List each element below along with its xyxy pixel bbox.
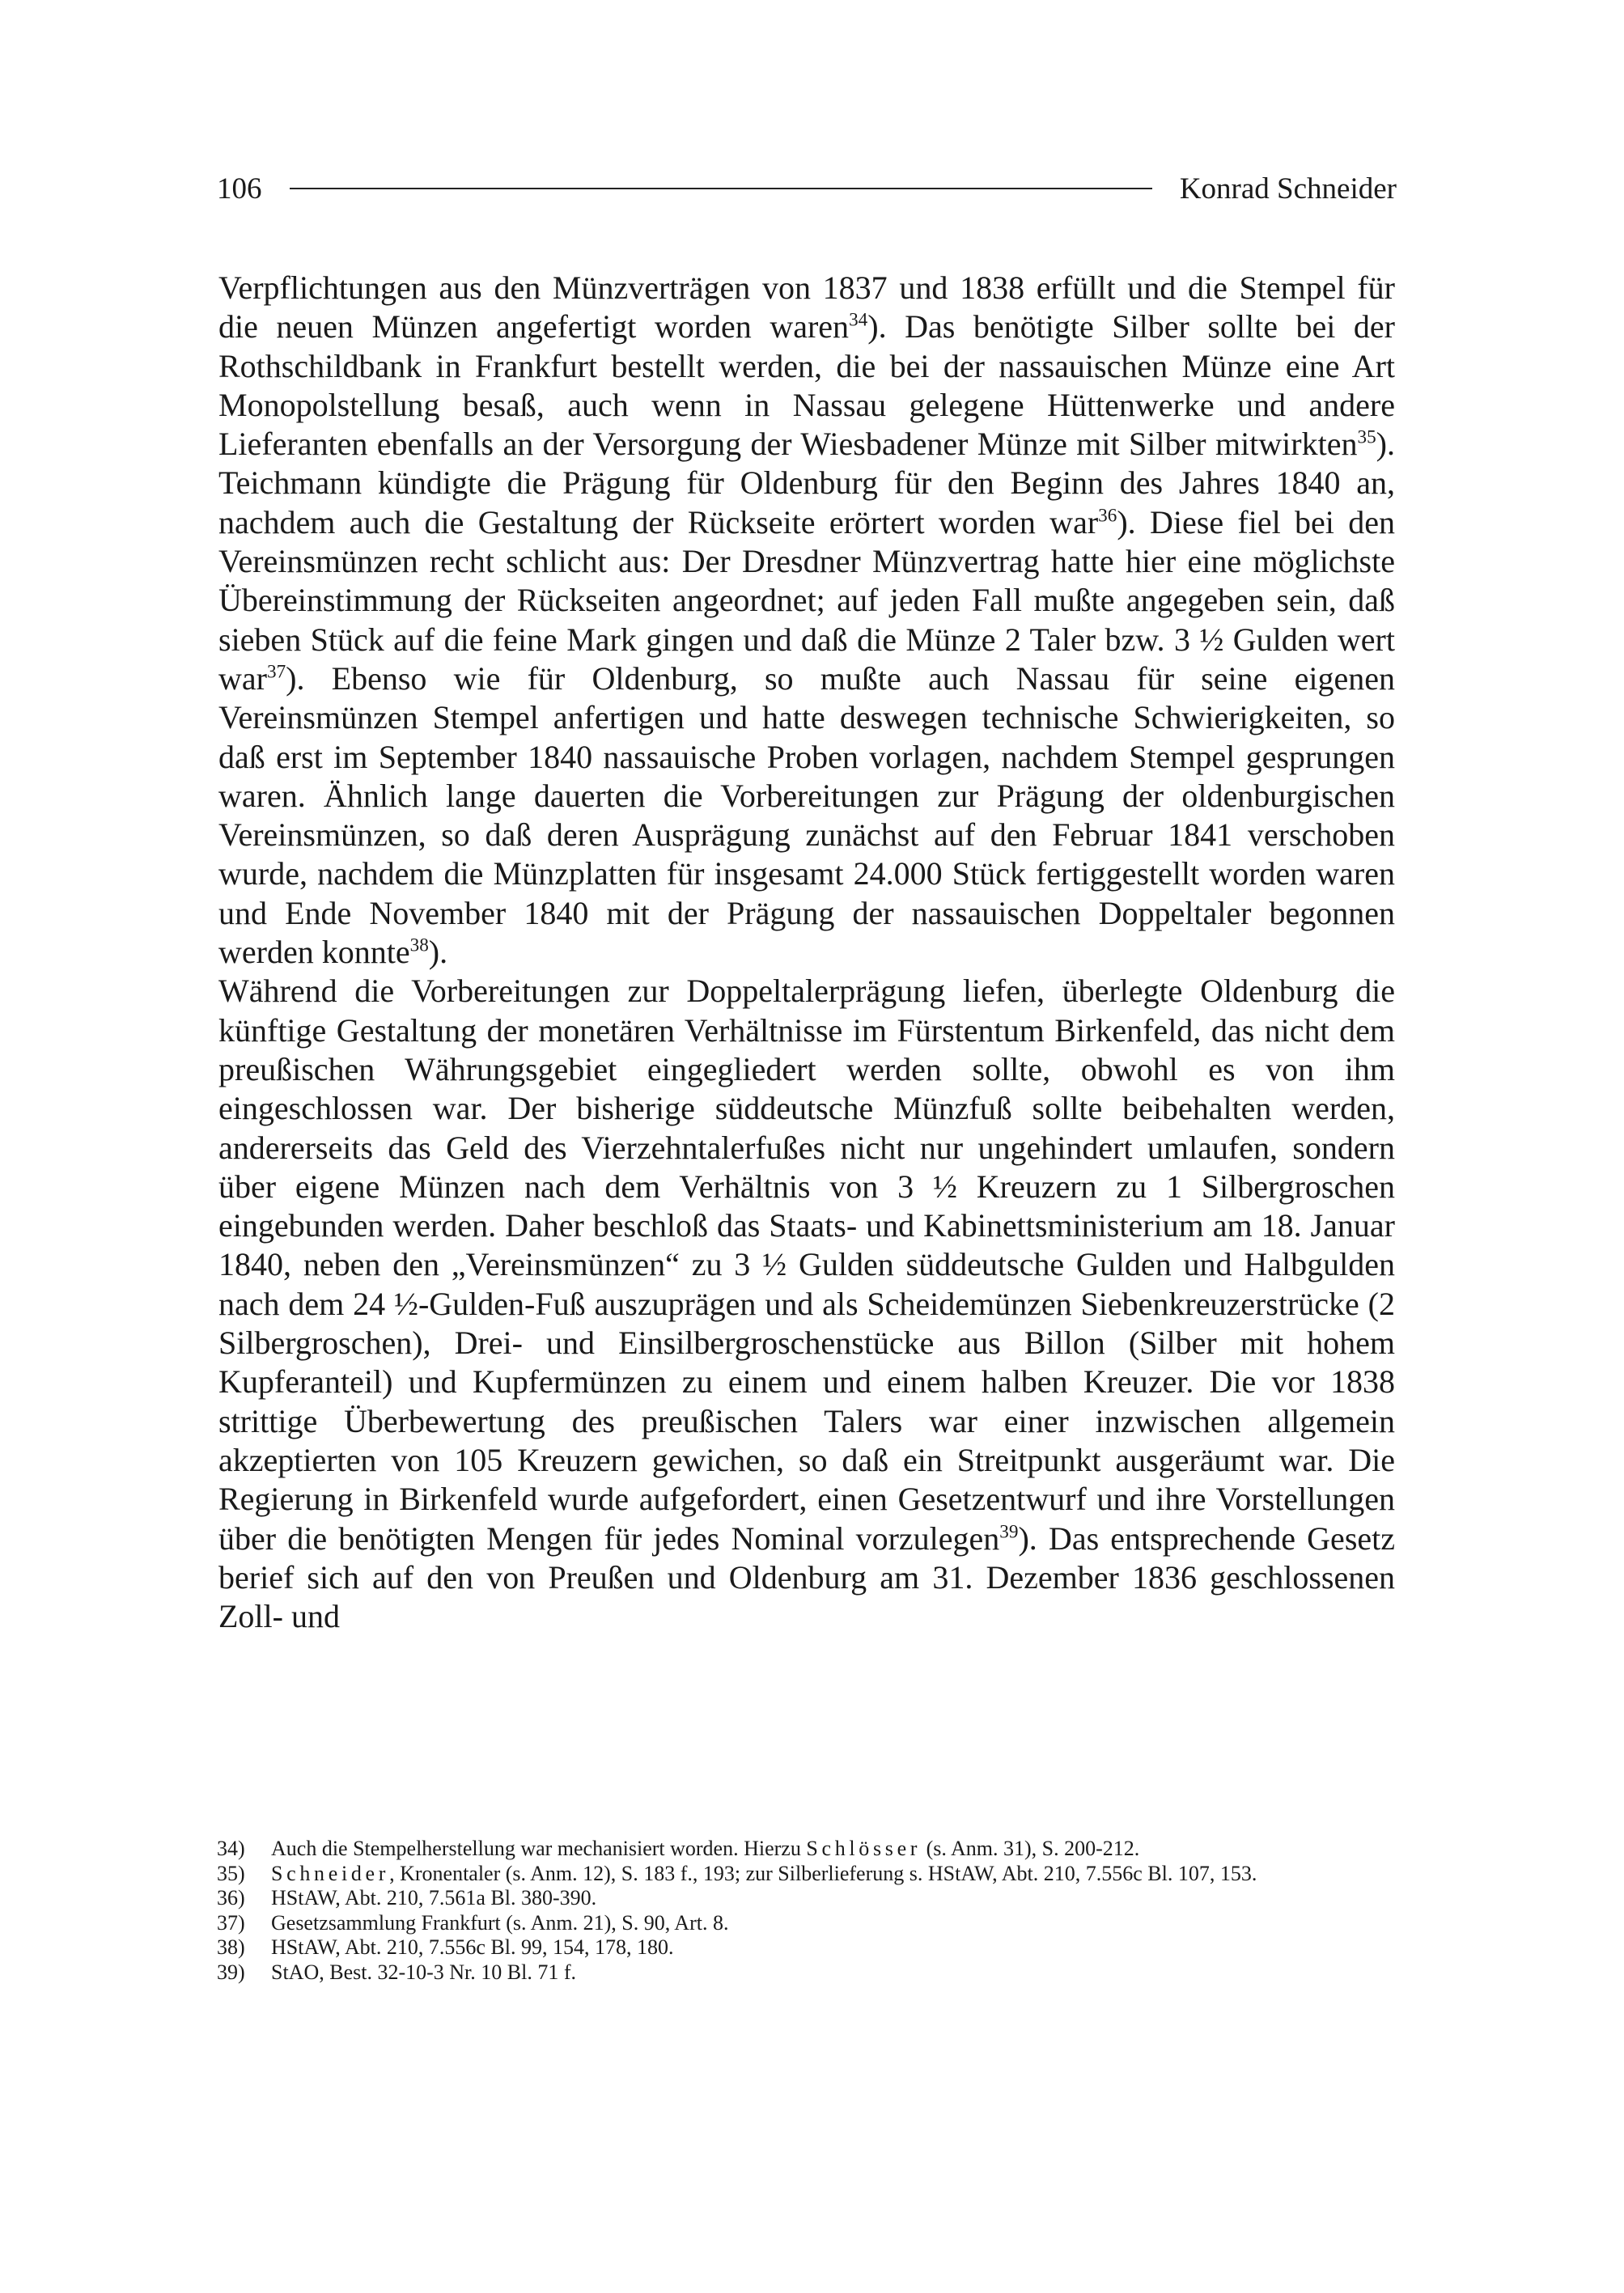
footnote [217, 1935, 1398, 1960]
text-run: ). Diese fiel bei den Vereinsmünzen recht schlicht aus: Der Dresdner Münzvertrag hatte hier eine möglichste Übereinstimmung der Rückseiten angeordnet; auf jeden Fall mußte angegeben sein, daß sieben Stück auf die feine Mark gingen und daß die Münze 2 Taler bzw. 3 ½ Gulden wert war [218, 503, 1395, 697]
text-run: ). Ebenso wie für Oldenburg, so mußte auch Nassau für seine eigenen Vereinsmünzen Stempel anfertigen und hatte deswegen technische Schwierigkeiten, so daß erst im September 1840 nassauische Proben vorlagen, nachdem Stempel gesprungen waren. Ähnlich lange dauerten die Vorbereitungen zur Prägung der oldenburgischen Vereinsmünzen, so daß deren Ausprägung zunächst auf den Februar 1841 verschoben wurde, nachdem die Münzplatten für insgesamt 24.000 Stück fertiggestellt worden waren und Ende November 1840 mit der Prägung der nassauischen Doppeltaler begonnen werden konnte [218, 659, 1395, 971]
footnote-ref-38: 38 [409, 935, 429, 956]
footnote-ref-35: 35 [1357, 426, 1376, 448]
footnote-number: 38) [217, 1935, 245, 1959]
footnote [217, 1911, 1398, 1936]
paragraph-1 [218, 269, 1395, 972]
paragraph-2 [218, 972, 1395, 1636]
footnote-text-run: Auch die Stempelherstellung war mechanisiert worden. Hierzu [271, 1837, 807, 1860]
footnote-text [271, 1837, 1398, 1862]
footnote-text [271, 1862, 1398, 1887]
footnote-text: HStAW, Abt. 210, 7.556c Bl. 99, 154, 178, 180. [271, 1935, 674, 1959]
footnote-number: 36) [217, 1886, 245, 1909]
footnote-ref-36: 36 [1098, 505, 1117, 527]
text-run: Verpflichtungen aus den Münzverträgen von 1837 und 1838 erfüllt und die Stempel für die neuen Münzen angefertigt worden waren [218, 269, 1395, 345]
footnote [217, 1862, 1398, 1887]
text-run: ). Das benötigte Silber sollte bei der Rothschildbank in Frankfurt bestellt werden, die bei der nassauischen Münze eine Art Monopolstellung besaß, auch wenn in Nassau gelegene Hüttenwerke und andere Lieferanten ebenfalls an der Versorgung der Wiesbadener Münze mit Silber mitwirkten [218, 308, 1395, 463]
footnote-text: Gesetzsammlung Frankfurt (s. Anm. 21), S. 90, Art. 8. [271, 1910, 729, 1935]
author-name: Schneider [271, 1861, 390, 1885]
header-rule [290, 188, 1152, 189]
footnote-text: StAO, Best. 32-10-3 Nr. 10 Bl. 71 f. [271, 1960, 576, 1984]
footnote [217, 1960, 1398, 1986]
page-number: 106 [217, 172, 262, 206]
footnote-text: HStAW, Abt. 210, 7.561a Bl. 380-390. [271, 1886, 597, 1909]
footnote-text-run: , Kronentaler (s. Anm. 12), S. 183 f., 193; zur Silberlieferung s. HStAW, Abt. 210, 7.556c Bl. 107, 153. [389, 1861, 1257, 1885]
running-head-author: Konrad Schneider [1179, 172, 1397, 206]
text-run: ). Das entsprechende Gesetz berief sich auf den von Preußen und Oldenburg am 31. Dezember 1836 geschlossenen Zoll- und [218, 1519, 1396, 1635]
footnote-number: 39) [217, 1960, 245, 1984]
footnote [217, 1837, 1398, 1862]
footnote-text-run: (s. Anm. 31), S. 200-212. [921, 1837, 1140, 1860]
footnote-ref-39: 39 [999, 1521, 1019, 1543]
footnote-number: 35) [217, 1861, 245, 1885]
body-text [218, 269, 1395, 1636]
footnotes [217, 1837, 1398, 1985]
footnote-number: 37) [217, 1910, 245, 1935]
text-run: ). Teichmann kündigte die Prägung für Oldenburg für den Beginn des Jahres 1840 an, nachdem auch die Gestaltung der Rückseite erörtert worden war [218, 426, 1395, 540]
footnote-number: 34) [217, 1837, 245, 1860]
footnote-ref-37: 37 [266, 661, 286, 683]
text-run: Während die Vorbereitungen zur Doppeltalerprägung liefen, überlegte Oldenburg die künftige Gestaltung der monetären Verhältnisse im Fürstentum Birkenfeld, das nicht dem preußischen Währungsgebiet eingegliedert werden sollte, obwohl es von ihm eingeschlossen war. Der bisherige süddeutsche Münzfuß sollte beibehalten werden, andererseits das Geld des Vierzehntalerfußes nicht nur ungehindert umlaufen, sondern über eigene Münzen nach dem Verhältnis von 3 ½ Kreuzern zu 1 Silbergroschen eingebunden werden. Daher beschloß das Staats- und Kabinettsministerium am 18. Januar 1840, neben den „Vereinsmünzen“ zu 3 ½ Gulden süddeutsche Gulden und Halbgulden nach dem 24 ½-Gulden-Fuß auszuprägen und als Scheidemünzen Siebenkreuzerstrücke (2 Silbergroschen), Drei- und Einsilbergroschenstücke aus Billon (Silber mit hohem Kupferanteil) und Kupfermünzen zu einem und einem halben Kreuzer. Die vor 1838 strittige Überbewertung des preußischen Talers war einer inzwischen allgemein akzeptierten von 105 Kreuzern gewichen, so daß ein Streitpunkt ausgeräumt war. Die Regierung in Birkenfeld wurde aufgefordert, einen Gesetzentwurf und ihre Vorstellungen über die benötigten Mengen für jedes Nominal vorzulegen [218, 973, 1395, 1557]
running-header [217, 166, 1397, 211]
text-run: ). [428, 934, 448, 971]
footnote-ref-34: 34 [849, 309, 868, 331]
footnote [217, 1886, 1398, 1911]
author-name: Schlösser [806, 1837, 922, 1860]
